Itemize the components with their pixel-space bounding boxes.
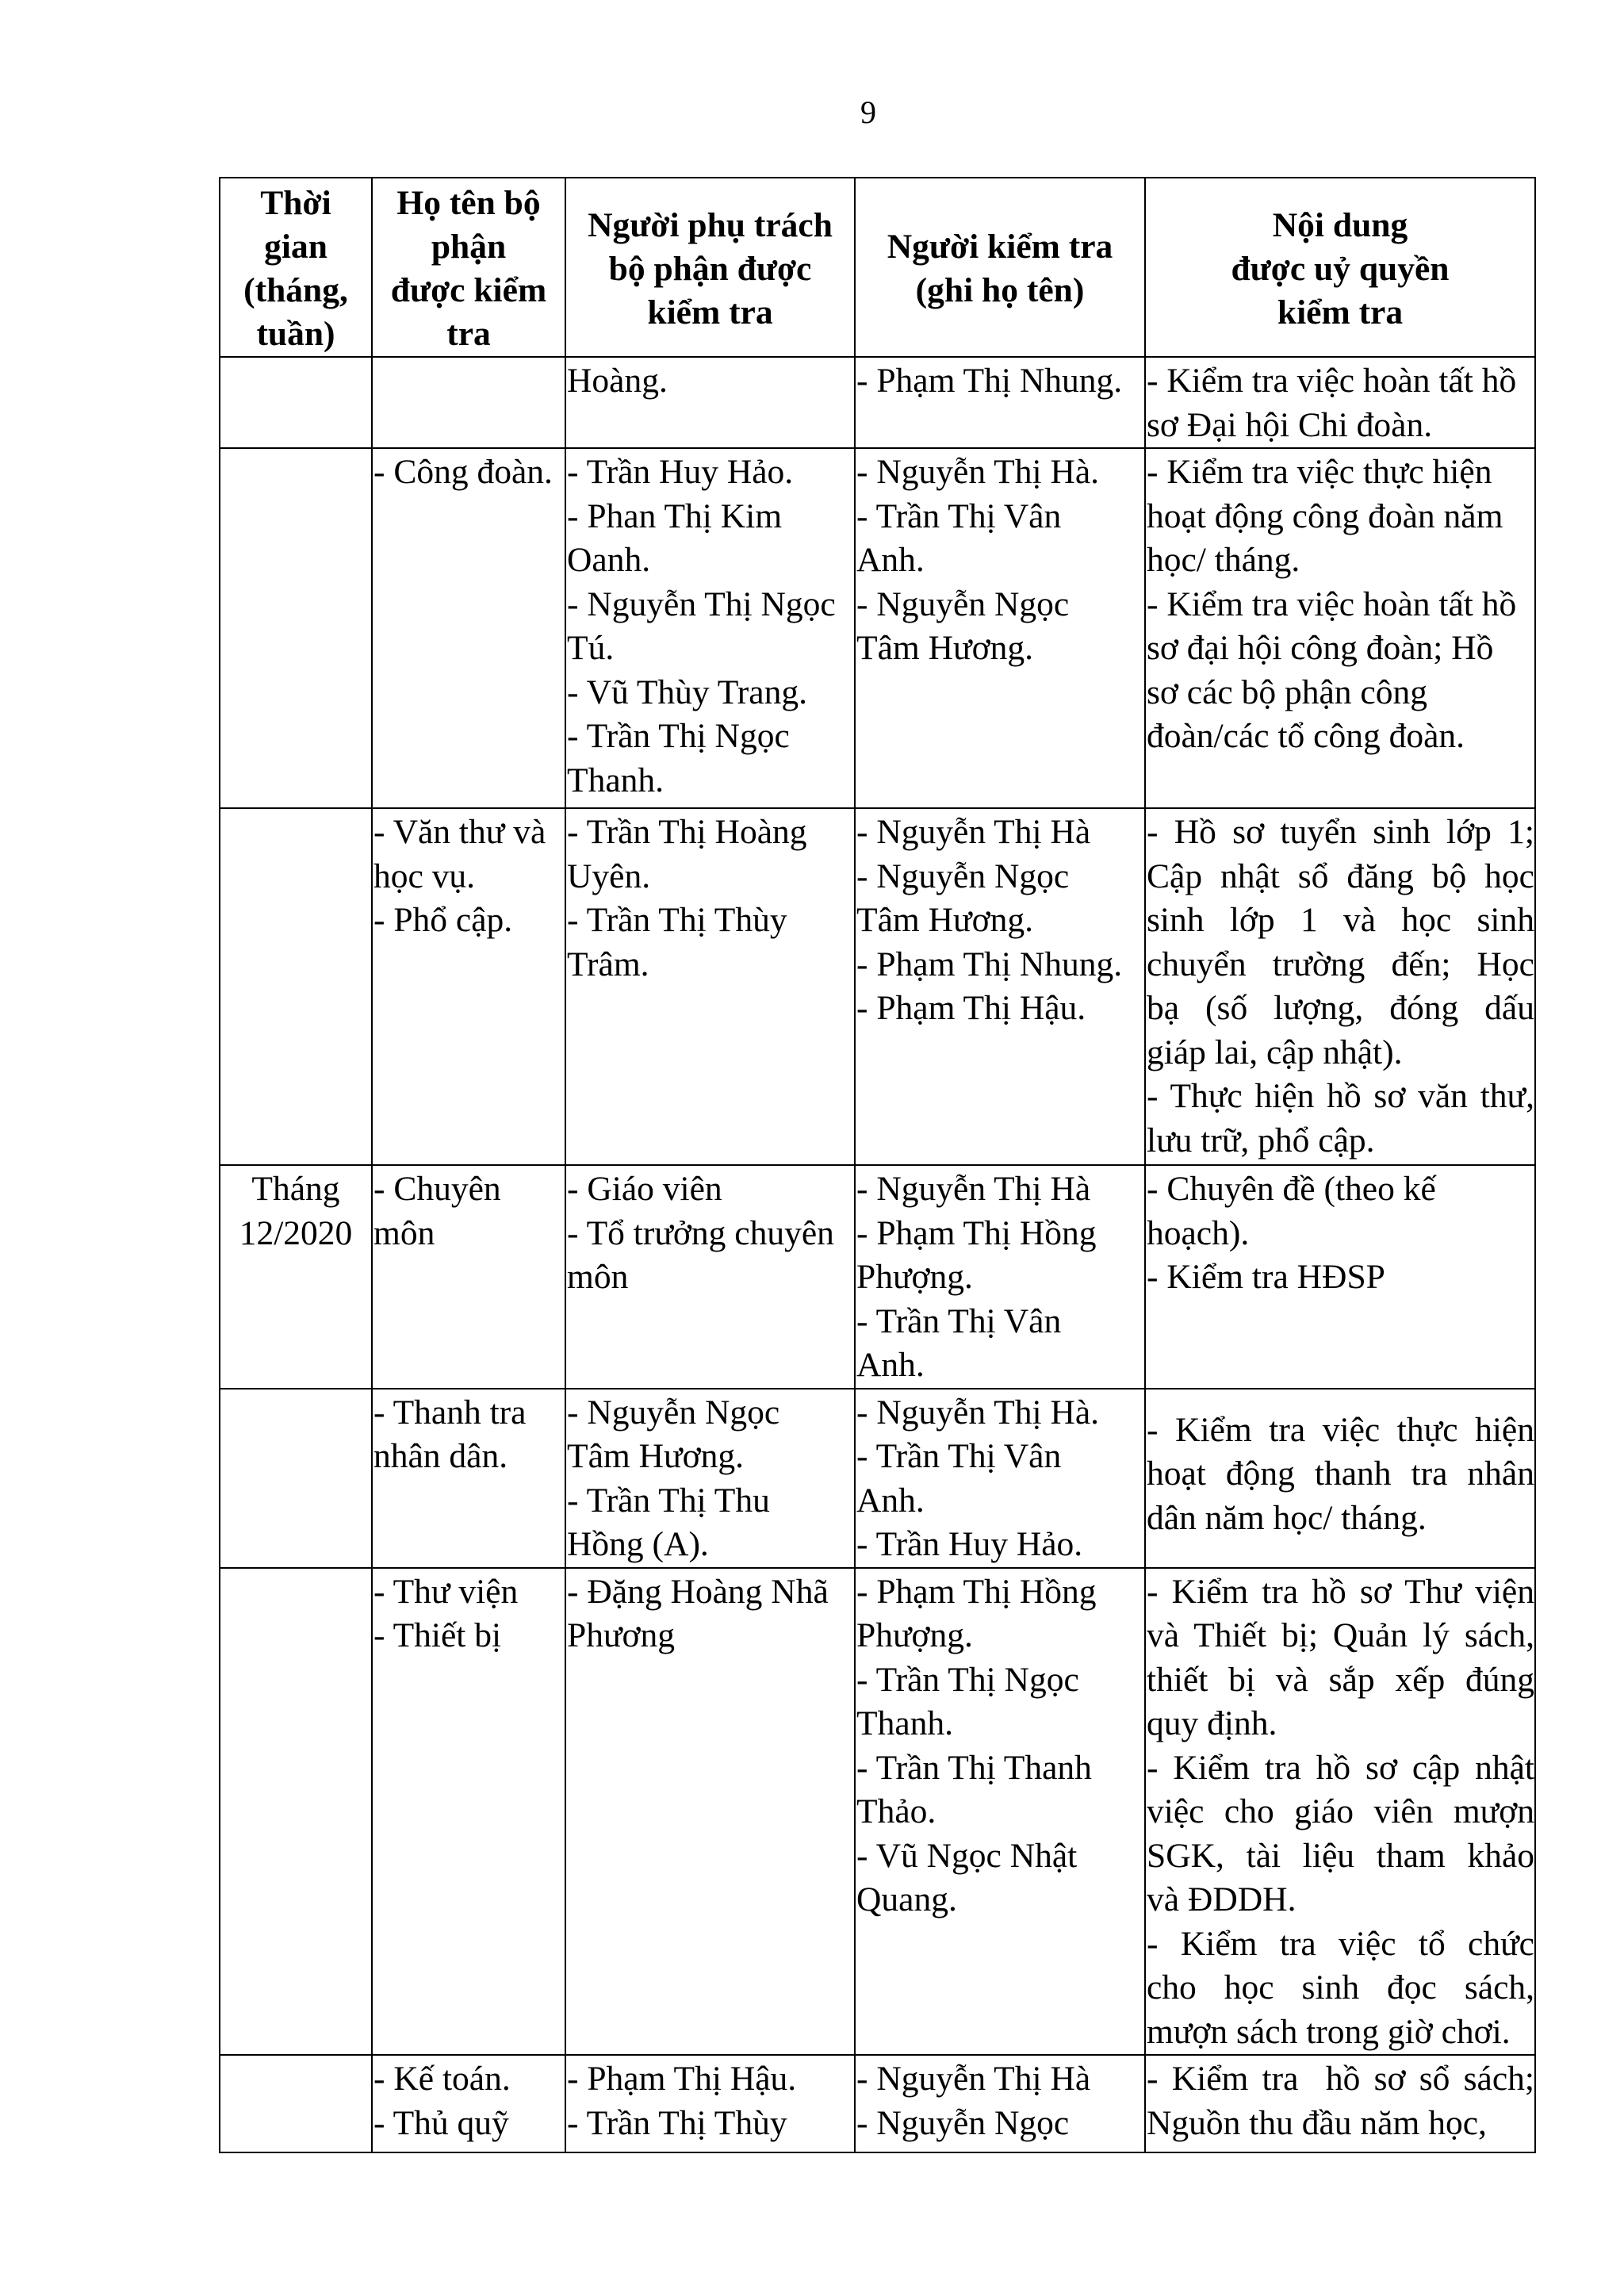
department-cell-line: - Văn thư và xyxy=(373,813,546,851)
header-inspector-line: (ghi họ tên) xyxy=(915,271,1085,309)
responsible-cell xyxy=(565,808,855,1165)
content-cell xyxy=(1145,808,1535,1165)
responsible-cell-line: - Vũ Thùy Trang. xyxy=(567,673,807,711)
content-cell-line: cho học sinh đọc sách, xyxy=(1147,1968,1534,2007)
content-cell-line: bạ (số lượng, đóng dấu xyxy=(1147,989,1534,1027)
content-cell-line: - Kiểm tra việc thực hiện xyxy=(1147,1410,1534,1449)
content-cell-line: lưu trữ, phổ cập. xyxy=(1147,1121,1375,1159)
inspector-cell-line: Anh. xyxy=(856,1481,925,1520)
content-cell-line: - Hồ sơ tuyển sinh lớp 1; xyxy=(1147,813,1534,851)
responsible-cell-line: - Tổ trưởng chuyên xyxy=(567,1213,834,1252)
header-inspector xyxy=(855,178,1145,357)
inspector-cell-line: Anh. xyxy=(856,1346,925,1384)
department-cell-line: - Phổ cập. xyxy=(373,901,513,939)
header-department-line: Họ tên bộ xyxy=(396,184,541,222)
time-cell xyxy=(220,1165,372,1389)
page-number: 9 xyxy=(860,94,876,130)
table-row xyxy=(220,1389,1535,1568)
table-header-row xyxy=(220,178,1535,357)
content-cell-line: sinh lớp 1 và học sinh xyxy=(1147,901,1534,939)
inspector-cell-line: Phượng. xyxy=(856,1258,973,1296)
content-cell-line: - Kiểm tra hồ sơ cập nhật xyxy=(1147,1748,1534,1787)
content-cell-line: sơ đại hội công đoàn; Hồ xyxy=(1147,629,1494,667)
inspector-cell-line: - Nguyễn Thị Hà. xyxy=(856,453,1100,491)
content-cell xyxy=(1145,2055,1535,2152)
responsible-cell-line: - Trần Thị Thu xyxy=(567,1481,770,1520)
inspector-cell xyxy=(855,357,1145,448)
department-cell-line: - Thủ quỹ xyxy=(373,2103,509,2142)
inspector-cell-line: Phượng. xyxy=(856,1616,973,1654)
header-content-line: Nội dung xyxy=(1272,205,1408,244)
department-cell-line: - Công đoàn. xyxy=(373,453,553,491)
content-cell-line: Nguồn thu đầu năm học, xyxy=(1147,2103,1487,2142)
inspector-cell-line: - Trần Thị Vân xyxy=(856,496,1062,535)
inspector-cell xyxy=(855,1568,1145,2056)
responsible-cell-line: Oanh. xyxy=(567,541,651,579)
responsible-cell-line: - Nguyễn Thị Ngọc xyxy=(567,585,836,623)
content-cell-line: đoàn/các tổ công đoàn. xyxy=(1147,717,1465,755)
responsible-cell xyxy=(565,2055,855,2152)
inspector-cell-line: - Nguyễn Ngọc xyxy=(856,585,1070,623)
content-cell-line: học/ tháng. xyxy=(1147,541,1300,579)
department-cell xyxy=(372,1389,565,1568)
content-cell-line: dân năm học/ tháng. xyxy=(1147,1498,1427,1537)
inspector-cell-line: Tâm Hương. xyxy=(856,629,1033,667)
inspector-cell-line: - Phạm Thị Nhung. xyxy=(856,362,1123,400)
inspector-cell-line: - Trần Thị Ngọc xyxy=(856,1660,1079,1699)
header-department-line: phận xyxy=(431,228,507,266)
responsible-cell xyxy=(565,357,855,448)
content-cell-line: và ĐDDH. xyxy=(1147,1880,1297,1918)
content-cell xyxy=(1145,1389,1535,1568)
department-cell-line: môn xyxy=(373,1213,435,1252)
inspector-cell-line: - Nguyễn Thị Hà xyxy=(856,2060,1091,2098)
content-cell-line: - Kiểm tra việc hoàn tất hồ xyxy=(1147,585,1517,623)
header-department-line: được kiểm xyxy=(390,271,547,309)
inspector-cell xyxy=(855,808,1145,1165)
header-time-line: tuần) xyxy=(256,315,335,353)
content-cell-line: quy định. xyxy=(1147,1704,1277,1742)
content-cell xyxy=(1145,1568,1535,2056)
inspector-cell xyxy=(855,1389,1145,1568)
department-cell-line: - Thanh tra xyxy=(373,1393,527,1432)
inspector-cell-line: - Phạm Thị Hậu. xyxy=(856,989,1086,1027)
department-cell xyxy=(372,357,565,448)
content-cell-line: - Kiểm tra HĐSP xyxy=(1147,1258,1385,1296)
responsible-cell-line: - Trần Thị Thùy xyxy=(567,2103,787,2142)
inspector-cell-line: Anh. xyxy=(856,541,925,579)
content-cell-line: - Kiểm tra việc hoàn tất hồ xyxy=(1147,362,1517,400)
time-cell xyxy=(220,357,372,448)
responsible-cell-line: - Phan Thị Kim xyxy=(567,496,783,535)
inspector-cell-line: - Nguyễn Thị Hà xyxy=(856,1170,1091,1208)
header-time xyxy=(220,178,372,357)
inspector-cell xyxy=(855,1165,1145,1389)
header-content-line: kiểm tra xyxy=(1277,293,1404,332)
content-cell xyxy=(1145,357,1535,448)
content-cell-line: việc cho giáo viên mượn xyxy=(1147,1792,1534,1830)
time-cell-line: 12/2020 xyxy=(239,1213,353,1252)
inspection-plan-table xyxy=(219,177,1536,2153)
responsible-cell-line: Phương xyxy=(567,1616,676,1654)
table-row xyxy=(220,1568,1535,2056)
content-cell-line: hoạt động thanh tra nhân xyxy=(1147,1455,1534,1493)
header-time-line: (tháng, xyxy=(243,271,348,309)
responsible-cell-line: Tú. xyxy=(567,629,615,667)
inspector-cell-line: - Vũ Ngọc Nhật xyxy=(856,1836,1078,1875)
responsible-cell xyxy=(565,448,855,808)
content-cell xyxy=(1145,1165,1535,1389)
content-cell-line: - Kiểm tra việc tổ chức xyxy=(1147,1924,1534,1963)
responsible-cell-line: - Trần Thị Thùy xyxy=(567,901,787,939)
responsible-cell-line: - Trần Huy Hảo. xyxy=(567,453,794,491)
inspector-cell-line: Thảo. xyxy=(856,1792,936,1830)
table-row xyxy=(220,808,1535,1165)
time-cell xyxy=(220,1389,372,1568)
content-cell-line: Cập nhật sổ đăng bộ học xyxy=(1147,857,1534,895)
responsible-cell-line: Thanh. xyxy=(567,761,665,799)
content-cell-line: chuyển trường đến; Học xyxy=(1147,945,1534,983)
inspector-cell-line: Quang. xyxy=(856,1880,957,1918)
content-cell-line: sơ các bộ phận công xyxy=(1147,673,1427,711)
content-cell-line: - Kiểm tra việc thực hiện xyxy=(1147,453,1492,491)
inspector-cell-line: - Trần Thị Vân xyxy=(856,1437,1062,1475)
responsible-cell-line: Hoàng. xyxy=(567,362,668,400)
inspector-cell-line: - Phạm Thị Hồng xyxy=(856,1213,1097,1252)
department-cell-line: nhân dân. xyxy=(373,1437,508,1475)
department-cell xyxy=(372,2055,565,2152)
inspector-cell-line: Thanh. xyxy=(856,1704,954,1742)
responsible-cell-line: - Trần Thị Hoàng xyxy=(567,813,807,851)
responsible-cell xyxy=(565,1389,855,1568)
content-cell-line: - Kiểm tra hồ sơ Thư viện xyxy=(1147,1572,1534,1611)
inspector-cell-line: Tâm Hương. xyxy=(856,901,1033,939)
responsible-cell xyxy=(565,1165,855,1389)
header-time-line: Thời xyxy=(260,184,331,222)
responsible-cell-line: - Đặng Hoàng Nhã xyxy=(567,1572,829,1611)
content-cell-line: và Thiết bị; Quản lý sách, xyxy=(1147,1616,1534,1654)
responsible-cell-line: Trâm. xyxy=(567,945,649,983)
header-responsible-line: kiểm tra xyxy=(647,293,773,332)
inspector-cell-line: - Trần Thị Thanh xyxy=(856,1748,1092,1787)
inspector-cell-line: - Phạm Thị Hồng xyxy=(856,1572,1097,1611)
time-cell xyxy=(220,2055,372,2152)
content-cell-line: sơ Đại hội Chi đoàn. xyxy=(1147,405,1433,444)
responsible-cell-line: Hồng (A). xyxy=(567,1525,709,1563)
department-cell xyxy=(372,1568,565,2056)
responsible-cell xyxy=(565,1568,855,2056)
inspector-cell-line: - Phạm Thị Nhung. xyxy=(856,945,1123,983)
department-cell xyxy=(372,448,565,808)
header-department xyxy=(372,178,565,357)
table-row xyxy=(220,1165,1535,1389)
department-cell-line: - Kế toán. xyxy=(373,2060,511,2098)
department-cell-line: học vụ. xyxy=(373,857,476,895)
time-cell xyxy=(220,808,372,1165)
table-row xyxy=(220,357,1535,448)
responsible-cell-line: - Nguyễn Ngọc xyxy=(567,1393,780,1432)
table-row xyxy=(220,448,1535,808)
department-cell-line: - Thư viện xyxy=(373,1572,519,1611)
content-cell-line: - Kiểm tra hồ sơ sổ sách; xyxy=(1147,2060,1534,2098)
inspector-cell xyxy=(855,448,1145,808)
department-cell-line: - Thiết bị xyxy=(373,1616,502,1654)
time-cell xyxy=(220,1568,372,2056)
department-cell-line: - Chuyên xyxy=(373,1170,501,1208)
responsible-cell-line: Tâm Hương. xyxy=(567,1437,744,1475)
content-cell-line: - Thực hiện hồ sơ văn thư, xyxy=(1147,1077,1534,1115)
content-cell-line: hoạch). xyxy=(1147,1213,1250,1252)
header-department-line: tra xyxy=(446,315,491,353)
inspector-cell-line: - Trần Huy Hảo. xyxy=(856,1525,1083,1563)
header-responsible-line: Người phụ trách xyxy=(588,205,833,244)
inspector-cell-line: - Nguyễn Thị Hà. xyxy=(856,1393,1100,1432)
content-cell xyxy=(1145,448,1535,808)
time-cell-line: Tháng xyxy=(251,1170,340,1208)
inspector-cell-line: - Nguyễn Ngọc xyxy=(856,857,1070,895)
header-responsible xyxy=(565,178,855,357)
time-cell xyxy=(220,448,372,808)
content-cell-line: thiết bị và sắp xếp đúng xyxy=(1147,1660,1534,1699)
table-row xyxy=(220,2055,1535,2152)
responsible-cell-line: - Giáo viên xyxy=(567,1170,722,1208)
header-content xyxy=(1145,178,1535,357)
inspector-cell-line: - Trần Thị Vân xyxy=(856,1301,1062,1340)
responsible-cell-line: - Trần Thị Ngọc xyxy=(567,717,790,755)
header-responsible-line: bộ phận được xyxy=(608,249,812,288)
responsible-cell-line: môn xyxy=(567,1258,629,1296)
inspector-cell xyxy=(855,2055,1145,2152)
content-cell-line: SGK, tài liệu tham khảo xyxy=(1147,1836,1534,1875)
department-cell xyxy=(372,1165,565,1389)
inspector-cell-line: - Nguyễn Ngọc xyxy=(856,2103,1070,2142)
inspector-cell-line: - Nguyễn Thị Hà xyxy=(856,813,1091,851)
responsible-cell-line: Uyên. xyxy=(567,857,651,895)
department-cell xyxy=(372,808,565,1165)
header-content-line: được uỷ quyền xyxy=(1231,249,1450,288)
content-cell-line: giáp lai, cập nhật). xyxy=(1147,1033,1403,1071)
responsible-cell-line: - Phạm Thị Hậu. xyxy=(567,2060,797,2098)
content-cell-line: - Chuyên đề (theo kế xyxy=(1147,1170,1436,1208)
header-inspector-line: Người kiểm tra xyxy=(887,228,1113,266)
content-cell-line: mượn sách trong giờ chơi. xyxy=(1147,2012,1511,2051)
content-cell-line: hoạt động công đoàn năm xyxy=(1147,496,1503,535)
header-time-line: gian xyxy=(264,228,327,266)
